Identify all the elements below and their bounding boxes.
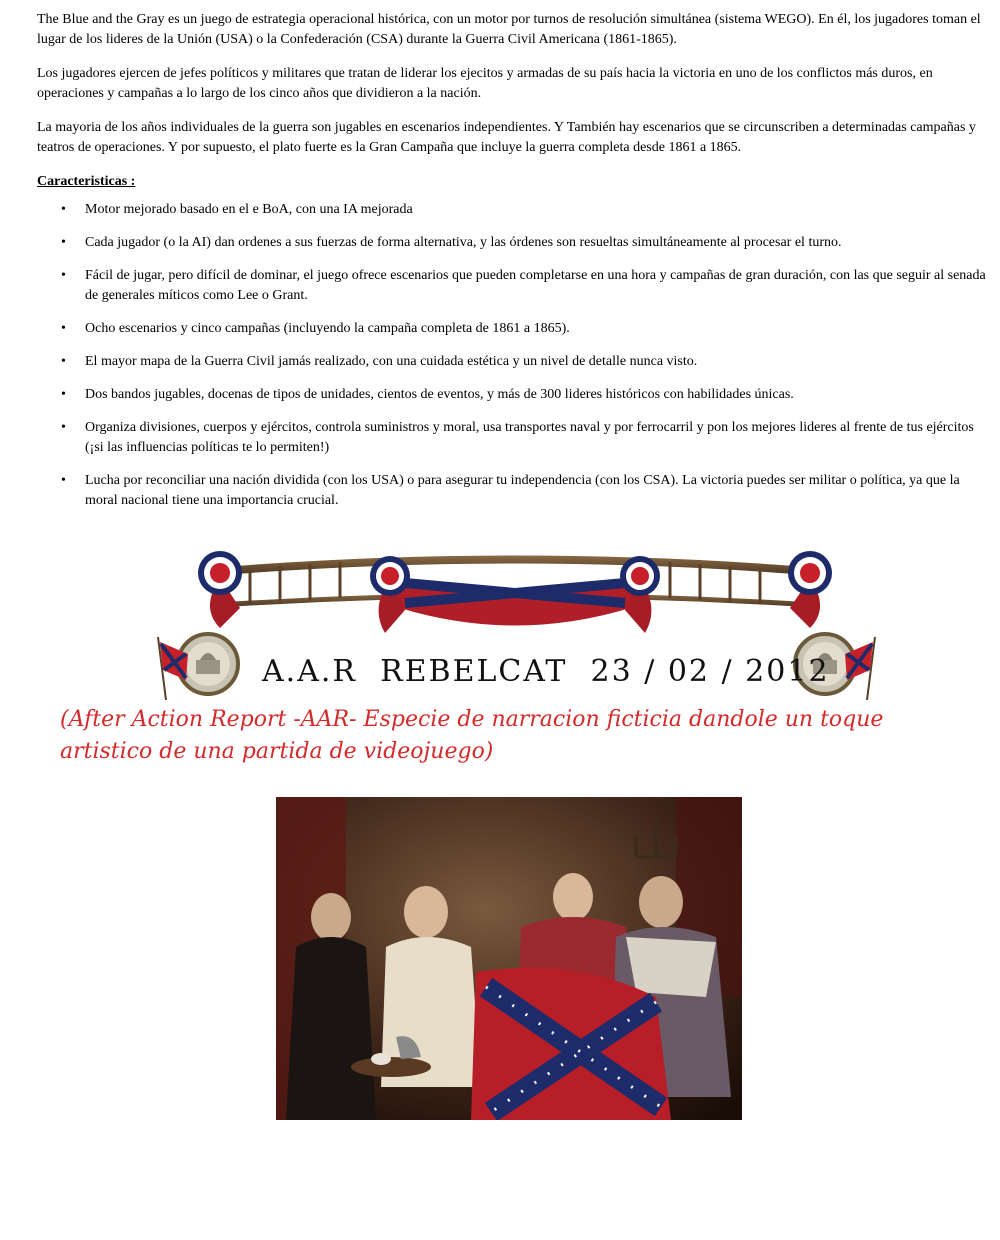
list-item-text: Motor mejorado basado en el e BoA, con una IA mejorada xyxy=(85,202,413,217)
list-item xyxy=(37,352,987,372)
medallion-left-image xyxy=(148,632,243,702)
intro-paragraph-2: Los jugadores ejercen de jefes políticos y militares que tratan de liderar los ejecitos y armadas de su país hacia la victoria en uno de los conflictos más duros, en operaciones y campañas a lo largo de los cinco años que dividieron a la nación. xyxy=(37,66,933,101)
list-item xyxy=(37,319,987,339)
features-list xyxy=(37,200,987,511)
list-item xyxy=(37,233,987,253)
list-item xyxy=(37,266,987,306)
list-item-text: Ocho escenarios y cinco campañas (incluyendo la campaña completa de 1861 a 1865). xyxy=(85,321,570,336)
list-item xyxy=(37,418,987,458)
features-heading: Caracteristicas : xyxy=(37,174,136,189)
bullet-icon: • xyxy=(61,387,66,402)
list-item-text: Dos bandos jugables, docenas de tipos de unidades, cientos de eventos, y más de 300 lideres históricos con habilidades únicas. xyxy=(85,387,794,402)
flag-sewing-painting-image xyxy=(276,797,742,1120)
intro-paragraph-3: La mayoria de los años individuales de la guerra son jugables en escenarios independientes. Y También hay escenarios que se circunscriben a determinadas campañas y teatros de operaciones. Y por supuesto, el plato fuerte es la Gran Campaña que incluye la guerra completa desde 1861 a 1865. xyxy=(37,120,976,155)
bullet-icon: • xyxy=(61,268,66,283)
intro-paragraph-1: The Blue and the Gray es un juego de estrategia operacional histórica, con un motor por turnos de resolución simultánea (sistema WEGO). En él, los jugadores toman el lugar de los lideres de la Unión (USA) o la Confederación (CSA) durante la Guerra Civil Americana (1861-1865). xyxy=(37,12,981,47)
list-item xyxy=(37,385,987,405)
article-body xyxy=(37,10,987,524)
aar-subtitle: (After Action Report -AAR- Especie de narracion ficticia dandole un toque artistico de una partida de videojuego) xyxy=(60,707,884,764)
confederate-banner-image xyxy=(190,548,840,638)
list-item xyxy=(37,200,987,220)
bullet-icon: • xyxy=(61,354,66,369)
list-item xyxy=(37,471,987,511)
list-item-text: El mayor mapa de la Guerra Civil jamás realizado, con una cuidada estética y un nivel de detalle nunca visto. xyxy=(85,354,698,369)
bullet-icon: • xyxy=(61,202,66,217)
aar-title: A.A.R REBELCAT 23 / 02 / 2012 xyxy=(262,654,830,689)
list-item-text: Fácil de jugar, pero difícil de dominar, el juego ofrece escenarios que pueden completarse en una hora y campañas de gran duración, con las que seguir al senada de generales míticos como Lee o Grant. xyxy=(85,268,986,303)
list-item-text: Organiza divisiones, cuerpos y ejércitos, controla suministros y moral, usa transportes naval y por ferrocarril y pon los mejores lideres al frente de tus ejércitos (¡si las influencias políticas te lo permiten!) xyxy=(85,420,974,455)
list-item-text: Lucha por reconciliar una nación dividida (con los USA) o para asegurar tu independencia (con los CSA). La victoria puedes ser militar o política, ya que la moral nacional tiene una importancia crucial. xyxy=(85,473,960,508)
bullet-icon: • xyxy=(61,473,66,488)
bullet-icon: • xyxy=(61,420,66,435)
bullet-icon: • xyxy=(61,235,66,250)
list-item-text: Cada jugador (o la AI) dan ordenes a sus fuerzas de forma alternativa, y las órdenes son resueltas simultáneamente al procesar el turno. xyxy=(85,235,842,250)
bullet-icon: • xyxy=(61,321,66,336)
